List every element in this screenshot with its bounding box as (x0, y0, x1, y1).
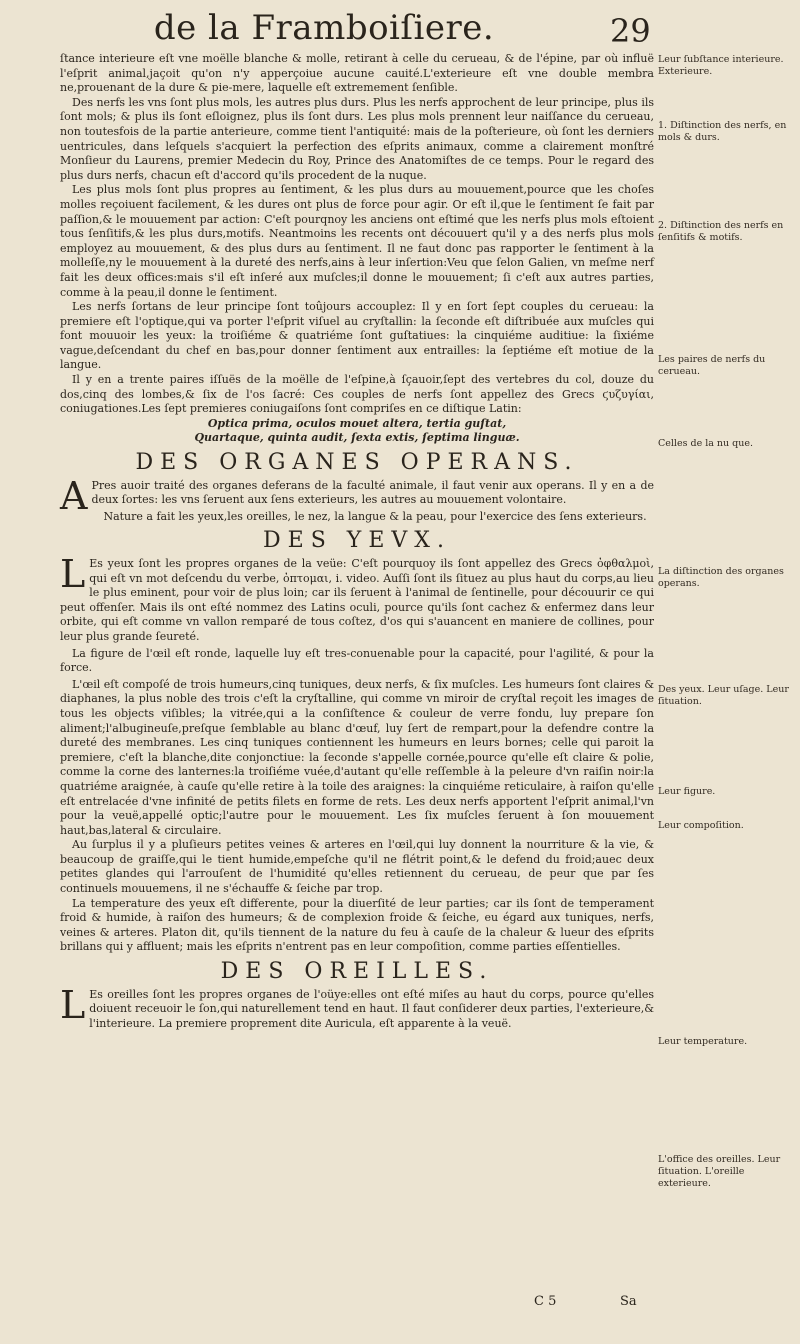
paragraph (60, 552, 654, 645)
margin-note: Leur compoſition. (658, 820, 744, 831)
margin-note: Leur temperature. (658, 1036, 748, 1047)
margin-note: 2. Diſtinction des nerfs en ſenſitifs & motifs. (658, 220, 784, 243)
margin-note: Leur ſubſtance interieure. Exterieure. (658, 54, 784, 77)
paragraph-text: Es yeux ſont les propres organes de la veüe: C'eſt pourquoy ils ſont appellez des Grecs ὀφθαλμοὶ, qui eſt vn mot deſcendu du verbe, ὀπτομαι, i. video. Auſſi ſont ils ſituez au plus haut du corps,au lieu le plus eminent, pour voir de plus loin; car ils ſeruent à l'animal de ſentinelle, pour découurir ce qui peut offenſer. Mais ils ont eſté nommez des Latins oculi, pource qu'ils ſont cachez & enfermez dans leur orbite, qui eſt comme vn vallon remparé de tous coſtez, d'os qui s'auancent en maniere de collines, pour leur plus grande ſeureté. (60, 557, 654, 643)
paragraph: La figure de l'œil eſt ronde, laquelle luy eſt tres-conuenable pour la capacité, pour l'agilité, & pour la force. (60, 646, 654, 675)
margin-note: L'office des oreilles. Leur ſituation. L'oreille exterieure. (658, 1154, 781, 1189)
drop-cap: L (60, 982, 86, 1027)
running-title: de la Framboiſiere. (153, 8, 495, 48)
section-heading-organes: DES ORGANES OPERANS. (135, 450, 579, 476)
latin-verse-line: Optica prima, oculos mouet altera, tertia guſtat, (207, 416, 507, 430)
paragraph: Les plus mols ſont plus propres au ſentiment, & les plus durs au mouuement,pource que les choſes molles reçoiuent facilement, & les dures ont plus de force pour agir. Or eſt il,que le ſentiment ſe fait par paſſion,& le mouuement par action: C'eſt pourqnoy les anciens ont eſtimé que les nerfs plus mols eſtoient tous ſenſitifs,& les plus durs,motifs. Neantmoins les recents ont découuert qu'il y a des nerfs plus mols employez au mouuement, & des plus durs au ſentiment. Il ne faut donc pas rapporter le ſentiment à la molleſſe,ny le mouuement à la dureté des nerfs,ains à leur inſertion:Veu que ſelon Galien, vn meſme nerf fait les deux offices:mais s'il eſt inſeré aux muſcles;il donne le mouuement; ſi c'eſt aux autres parties, comme à la peau,il donne le ſentiment. (60, 183, 654, 299)
margin-note: Les paires de nerfs du cerueau. (658, 354, 766, 377)
paragraph (60, 982, 654, 1032)
paragraph-text: Es oreilles ſont les propres organes de l'oüye:elles ont eſté miſes au haut du corps, pource qu'elles doiuent receuoir le ſon,qui naturellement tend en haut. Il faut conſiderer deux parties, l'exterieure,& l'interieure. La premiere proprement dite Auricula, eſt apparente à la veuë. (89, 987, 654, 1030)
page-footer (0, 1294, 800, 1324)
paragraph: Au ſurplus il y a pluſieurs petites veines & arteres en l'œil,qui luy donnent la nourriture & la vie, & beaucoup de graiſſe,qui le tient humide,empeſche qu'il ne flétrit point,& le defend du froid;auec deux petites glandes qui l'arrouſent de l'humidité qu'elles retiennent du cerueau, de peur que par ſes continuels mouuemens, il ne s'échauffe & ſeiche par trop. (60, 838, 654, 896)
margin-note: La diſtinction des organes operans. (658, 566, 784, 589)
paragraph: L'œil eſt compoſé de trois humeurs,cinq tuniques, deux nerfs, & ſix muſcles. Les humeurs ſont claires & diaphanes, la plus noble des trois c'eſt la cryſtalline, qui comme vn miroir de cryſtal reçoit les images de tous les objects viſibles; la vitrée,qui a la conſiſtence & couleur de verre fondu, luy prepare ſon aliment;l'albugineuſe,preſque ſemblable au blanc d'œuf, luy ſert de rempart,pour la defendre contre la dureté des membranes. Les cinq tuniques contiennent les humeurs en leurs bornes; celle qui paroit la premiere, c'eſt la blanche,dite conjonctiue: la ſeconde s'appelle cornée,pource qu'elle eſt claire & polie, comme la corne des lanternes:la troiſiéme vuée,d'autant qu'elle reſſemble à la peleure d'vn raiſin noir:la quatriéme araignée, à cauſe qu'elle retire à la toile des araignes: la cinquiéme reticulaire, à raiſon qu'elle eſt entrelacée d'vne infinité de petits filets en forme de rets. Les deux nerfs apportent l'eſprit animal,l'vn pour la veuë,appellé optic;l'autre pour le mouuement. Les ſix muſcles ſeruent à ſon mouuement haut,bas,lateral & circulaire. (60, 677, 654, 837)
paragraph: ſtance interieure eſt vne moëlle blanche & molle, retirant à celle du cerueau, & de l'épine, par où influë l'eſprit animal,jaçoit qu'on n'y apperçoiue aucune cauité.L'exterieure eſt vne double membra ne,prouenant de la dure & pie-mere, laquelle eſt extremement ſenſible. (60, 52, 654, 95)
paragraph: La temperature des yeux eſt differente, pour la diuerſité de leur parties; car ils ſont de temperament froid & humide, à raiſon des humeurs; & de complexion froide & ſeiche, eu égard aux tuniques, nerfs, veines & arteres. Platon dit, qu'ils tiennent de la nature du feu à cauſe de la chaleur & lueur des eſprits brillans qui y affluent; mais les eſprits n'entrent pas en leur compoſition, comme parties eſſentielles. (60, 896, 654, 954)
margin-note: Leur figure. (658, 786, 716, 797)
margin-note: Des yeux. Leur uſage. Leur ſituation. (658, 684, 789, 707)
section-heading-oreilles: DES OREILLES. (220, 959, 494, 985)
page-header (0, 8, 800, 52)
paragraph: Nature a fait les yeux,les oreilles, le nez, la langue & la peau, pour l'exercice des ſens exterieurs. (103, 509, 647, 523)
drop-cap: L (60, 552, 86, 596)
margin-note: Celles de la nu que. (658, 438, 754, 449)
main-text-column (60, 52, 654, 1031)
margin-note: 1. Diſtinction des nerfs, en mols & durs. (658, 120, 787, 143)
paragraph: Des nerfs les vns ſont plus mols, les autres plus durs. Plus les nerfs approchent de leur principe, plus ils ſont mols; & plus ils ſont eſloignez, plus ils ſont durs. Les plus mols prennent leur naiſſance du cerueau, non toutesfois de la partie anterieure, comme tient l'antiquité: mais de la poſterieure, où ſont les derniers uentricules, dans leſquels s'acquiert la perfection des eſprits animaux, comme a clairement monſtré Monſieur du Laurens, premier Medecin du Roy, Prince des Anatomiſtes de ce temps. Pour le regard des plus durs nerfs, chacun eſt d'accord qu'ils procedent de la nuque. (60, 95, 654, 182)
page-number: 29 (610, 12, 651, 50)
signature-mark: C 5 (534, 1294, 557, 1309)
paragraph-text: Pres auoir traité des organes deferans de la faculté animale, il faut venir aux operans. Il y en a de deux ſortes: les vns ſeruent aux ſens exterieurs, les autres au mouuement volontaire. (91, 478, 654, 507)
latin-verse-line: Quartaque, quinta audit, ſexta extis, ſeptima linguæ. (194, 431, 520, 445)
paragraph: Il y en a trente paires iſſuës de la moëlle de l'eſpine,à ſçauoir,ſept des vertebres du col, douze du dos,cinq des lombes,& ſix de l'os ſacré: Ces couples de nerfs ſont appellez des Grecs ϛυζυγίαι, coniugationes.Les ſept premieres coniugaiſons ſont compriſes en ce diſtique Latin: (60, 373, 654, 416)
catchword: Sa (620, 1294, 637, 1309)
drop-cap: A (60, 473, 88, 518)
section-heading-yeux: DES YEVX. (263, 528, 451, 554)
paragraph: Les nerfs ſortans de leur principe ſont toûjours accouplez: Il y en ſort ſept couples du cerueau: la premiere eſt l'optique,qui va porter l'eſprit viſuel au cryſtallin: la ſeconde eſt diſtribuée aux muſcles qui font mouuoir les yeux: la troiſiéme & quatriéme ſont guſtatiues: la cinquiéme auditiue: la ſixiéme vague,deſcendant du chef en bas,pour donner ſentiment aux entrailles: la ſeptiéme eſt motiue de la langue. (60, 300, 654, 372)
